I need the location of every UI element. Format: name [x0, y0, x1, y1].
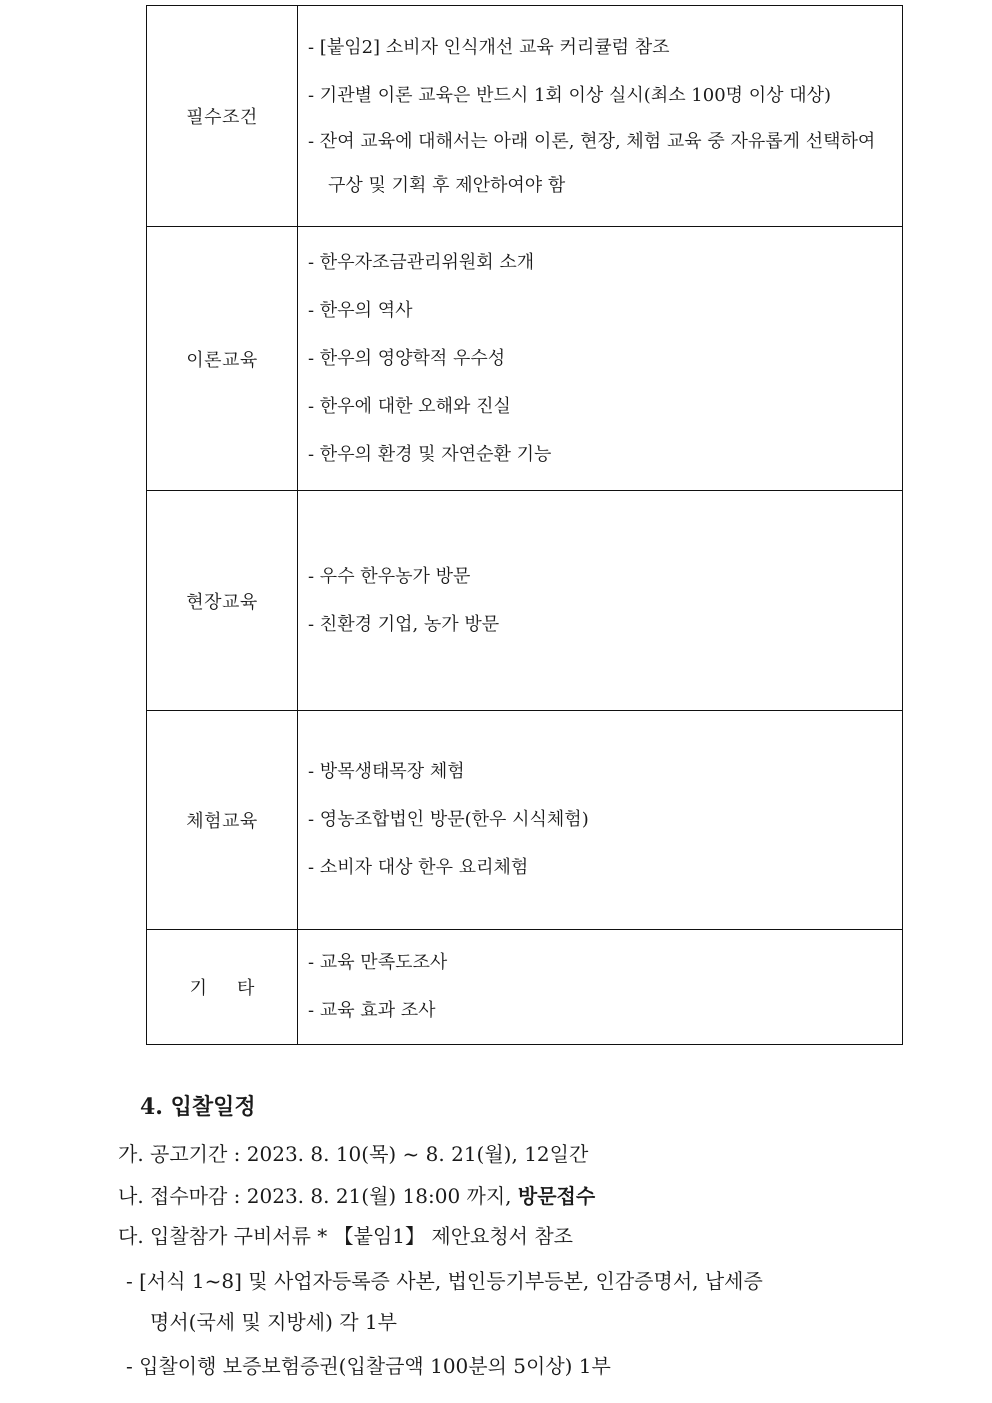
table-row-theory-education	[147, 227, 903, 491]
bid-bond-item: - 입찰이행 보증보험증권(입찰금액 100분의 5이상) 1부	[126, 1354, 611, 1378]
education-program-table	[146, 5, 903, 1045]
list-item: - 한우자조금관리위원회 소개	[308, 251, 535, 273]
required-documents-item-cont: 명서(국세 및 지방세) 각 1부	[150, 1310, 397, 1334]
row-content	[298, 930, 903, 1045]
row-label	[147, 930, 298, 1045]
table-row-experience-education	[147, 711, 903, 930]
row-label: 필수조건	[147, 6, 298, 227]
table-row-field-education	[147, 491, 903, 711]
required-documents-heading: 다. 입찰참가 구비서류 * 【붙임1】 제안요청서 참조	[118, 1224, 573, 1248]
row-label: 체험교육	[147, 711, 298, 930]
list-item: - 한우의 환경 및 자연순환 기능	[308, 443, 552, 465]
list-item: - 한우의 역사	[308, 299, 413, 321]
bid-deadline	[118, 1180, 595, 1209]
bid-notice-period: 가. 공고기간 : 2023. 8. 10(목) ~ 8. 21(월), 12일간	[118, 1142, 589, 1166]
row-content	[298, 491, 903, 711]
list-item: - [붙임2] 소비자 인식개선 교육 커리큘럼 참조	[308, 37, 670, 58]
row-label: 이론교육	[147, 227, 298, 491]
required-documents-item: - [서식 1~8] 및 사업자등록증 사본, 법인등기부등본, 인감증명서, 납세증	[126, 1269, 763, 1293]
bid-deadline-method: 방문접수	[517, 1184, 596, 1208]
row-content	[298, 6, 903, 227]
row-label-text: 기타	[189, 978, 285, 999]
list-item: - 친환경 기업, 농가 방문	[308, 613, 500, 635]
list-item: - 교육 만족도조사	[308, 952, 448, 973]
list-item: - 영농조합법인 방문(한우 시식체험)	[308, 809, 589, 830]
table-row-other	[147, 930, 903, 1045]
list-item: - 방목생태목장 체험	[308, 761, 465, 782]
list-item: - 한우에 대한 오해와 진실	[308, 395, 511, 417]
row-content	[298, 227, 903, 491]
list-item: - 소비자 대상 한우 요리체험	[308, 857, 529, 878]
list-item: - 잔여 교육에 대해서는 아래 이론, 현장, 체험 교육 중 자유롭게 선택하여 구상 및 기획 후 제안하여야 함	[308, 131, 876, 196]
list-item: - 한우의 영양학적 우수성	[308, 347, 506, 369]
row-content	[298, 711, 903, 930]
table-row-required-conditions	[147, 6, 903, 227]
bid-deadline-text: 나. 접수마감 : 2023. 8. 21(월) 18:00 까지,	[118, 1184, 518, 1208]
row-label: 현장교육	[147, 491, 298, 711]
section-title: 4. 입찰일정	[140, 1094, 256, 1120]
list-item: - 우수 한우농가 방문	[308, 565, 471, 587]
list-item: - 기관별 이론 교육은 반드시 1회 이상 실시(최소 100명 이상 대상)	[308, 85, 832, 106]
list-item: - 교육 효과 조사	[308, 1000, 436, 1021]
